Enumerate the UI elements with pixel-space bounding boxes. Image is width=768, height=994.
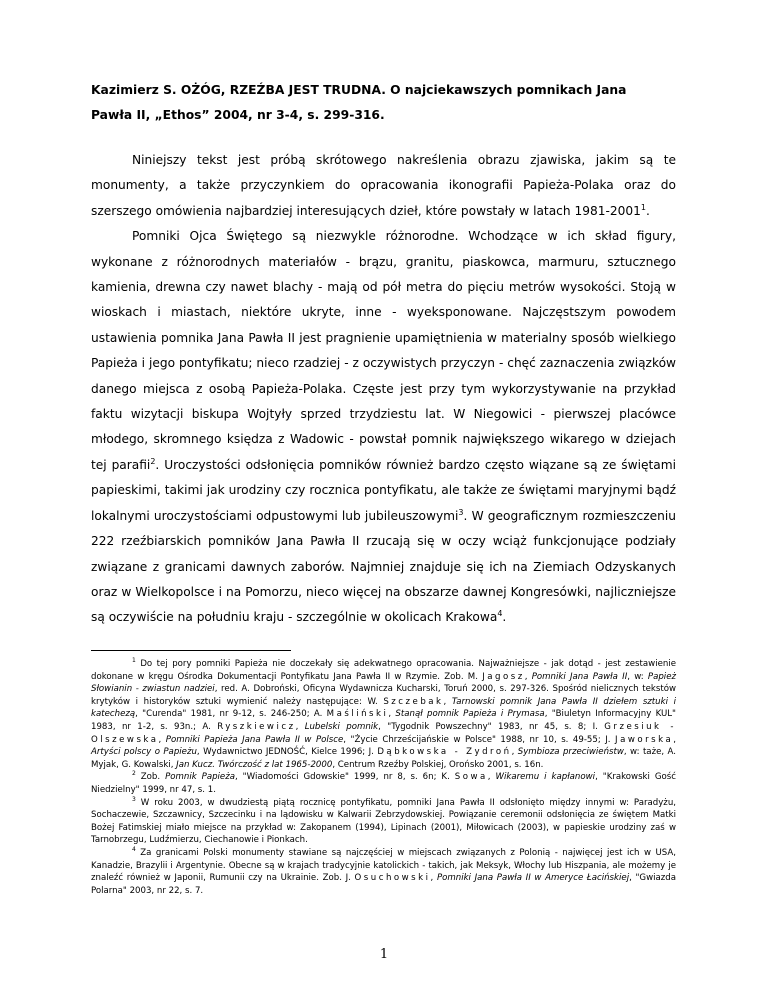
- heading-line-2: Pawła II, „Ethos” 2004, nr 3-4, s. 299-316.: [91, 108, 385, 122]
- footnote-2: $^2$ Zob. Pomnik Papieża, "Wiadomości Gdowskie" 1999, nr 8, s. 6n; K. Sowa, Wikaremu i kapłanowi, "Krakowski Gość Niedzielny" 1999, nr 47, s. 1.: [91, 770, 676, 795]
- footnote-ref-3: 3: [458, 507, 464, 517]
- paragraph-2: Pomniki Ojca Świętego są niezwykle różnorodne. Wchodzące w ich skład figury, wykonane z różnorodnych materiałów - brązu, granitu, piaskowca, marmuru, sztucznego kamienia, drewna czy nawet blachy - mają od pół metra do pięciu metrów wysokości. Stoją w wioskach i miastach, niektóre ukryte, inne - wyeksponowane. Najczęstszym powodem ustawienia pomnika Jana Pawła II jest pragnienie upamiętnienia w materialny sposób wielkiego Papieża i jego pontyfikatu; nieco rzadziej - z oczywistych przyczyn - chęć zaznaczenia związków danego miejsca z osobą Papieża-Polaka. Częste jest przy tym wykorzystywanie na przykład faktu wizytacji biskupa Wojtyły sprzed trzydziestu lat. W Niegowici - pierwszej placówce młodego, skromnego księdza z Wadowic - powstał pomnik największego wikarego w dziejach tej parafii$^2$. Uroczystości odsłonięcia pomników również bardzo często wiązane są ze świętami papieskimi, takimi jak urodziny czy rocznica pontyfikatu, ale także ze świętami maryjnymi bądź lokalnymi uroczystościami odpustowymi lub jubileuszowymi$^3$. W geograficznym rozmieszczeniu 222 rzeźbiarskich pomników Jana Pawła II rzucają się w oczy wciąż funkcjonujące podziały związane z granicami dawnych zaborów. Najmniej znajduje się ich na Ziemiach Odzyskanych oraz w Wielkopolsce i na Pomorzu, nieco więcej na obszarze dawnej Kongresówki, najliczniejsze są oczywiście na południu kraju - szczególnie w okolicach Krakowa$^4$.: [91, 229, 676, 625]
- footnote-ref-4: 4: [497, 609, 503, 619]
- bibliographic-heading: [91, 78, 676, 128]
- footnote-1: $^1$ Do tej pory pomniki Papieża nie doczekały się adekwatnego opracowania. Najważniejsze - jak dotąd - jest zestawienie dokonane w kręgu Ośrodka Dokumentacji Pontyfikatu Jana Pawła II w Rzymie. Zob. M. Jagosz, Pomniki Jana Pawła II, w: Papież Słowianin - zwiastun nadziei, red. A. Dobroński, Oficyna Wydawnicza Kucharski, Toruń 2000, s. 297-326. Spośród nielicznych tekstów krytyków i historyków sztuki wymienić należy następujące: W. Szczebak, Tarnowski pomnik Jana Pawła II dziełem sztuki i katechezą, "Curenda" 1981, nr 9-12, s. 246-250; A. Maśliński, Stanął pomnik Papieża i Prymasa, "Biuletyn Informacyjny KUL" 1983, nr 1-2, s. 93n.; A. Ryszkiewicz, Lubelski pomnik, "Tygodnik Powszechny" 1983, nr 45, s. 8; I. Grzesiuk - Olszewska, Pomniki Papieża Jana Pawła II w Polsce, "Życie Chrześcijańskie w Polsce" 1988, nr 10, s. 49-55; J. Jaworska, Artyści polscy o Papieżu, Wydawnictwo JEDNOŚĆ, Kielce 1996; J. Dąbkowska - Zydroń, Symbioza przeciwieństw, w: taże, A. Myjak, G. Kowalski, Jan Kucz. Twórczość z lat 1965-2000, Centrum Rzeźby Polskiej, Orońsko 2001, s. 16n.: [91, 657, 677, 770]
- footnote-3: $^3$ W roku 2003, w dwudziestą piątą rocznicę pontyfikatu, pomniki Jana Pawła II odsłonięto między innymi w: Paradyżu, Sochaczewie, Szczawnicy, Szczecinku i na lądowisku w Kalwarii Zebrzydowskiej. Powiązanie ceremonii odsłonięcia ze świętem Matki Bożej Fatimskiej miało miejsce na przykład w: Zakopanem (1994), Lipinach (2001), Miłowicach (2003), w papieskie urodziny zaś w Tarnobrzegu, Ludźmierzu, Ciechanowie i Pionkach.: [91, 795, 676, 846]
- footnote-4: $^4$ Za granicami Polski monumenty stawiane są najczęściej w miejscach związanych z Polonią - najwięcej jest ich w USA, Kanadzie, Brazylii i Argentynie. Obecne są w krajach tradycyjnie katolickich - takich, jak Meksyk, Włochy lub Hiszpania, ale możemy je znaleźć również w Japonii, Rumunii czy na Ukrainie. Zob. J. Osuchowski, Pomniki Jana Pawła II w Ameryce Łacińskiej, "Gwiazda Polarna" 2003, nr 22, s. 7.: [91, 846, 676, 896]
- heading-line-1: Kazimierz S. OŻÓG, RZEŹBA JEST TRUDNA. O najciekawszych pomnikach Jana: [91, 83, 627, 97]
- footnote-ref-1: 1: [640, 202, 646, 212]
- footnote-ref-2: 2: [150, 456, 156, 466]
- footnote-separator: [91, 650, 291, 651]
- page-number: 1: [379, 947, 389, 962]
- footnotes: [91, 658, 676, 897]
- main-text: [91, 148, 676, 631]
- paragraph-1: Niniejszy tekst jest próbą skrótowego nakreślenia obrazu zjawiska, jakim są te monumenty, a także przyczynkiem do opracowania ikonografii Papieża-Polaka oraz do szerszego omówienia najbardziej interesujących dzieł, które powstały w latach 1981-2001$^1$.: [91, 153, 676, 218]
